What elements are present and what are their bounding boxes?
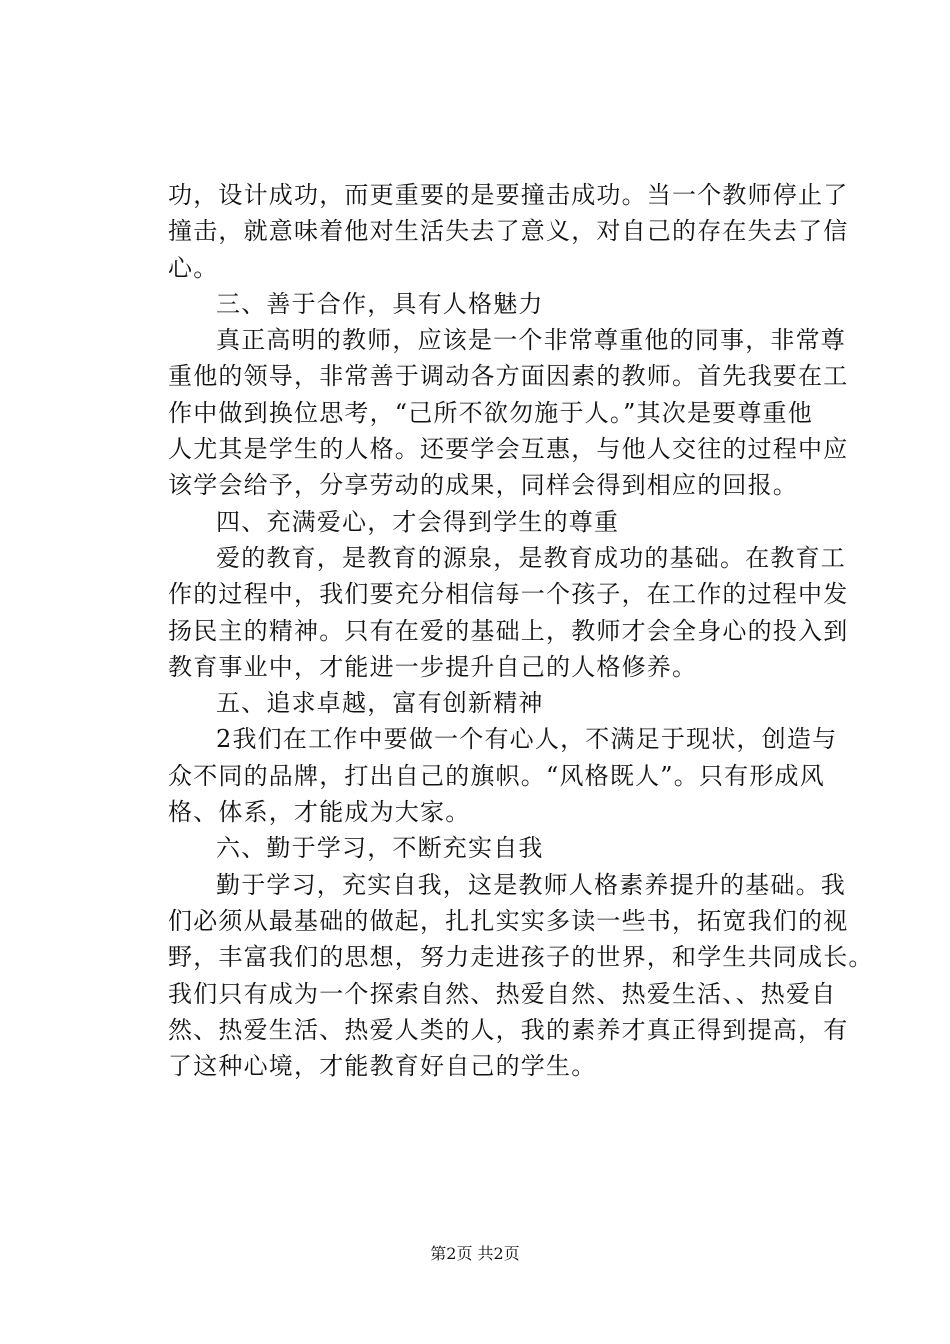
text-line: 该学会给予，分享劳动的成果，同样会得到相应的回报。 [168,471,798,500]
text-line: 撞击，就意味着他对生活失去了意义，对自己的存在失去了信 [168,217,849,246]
text-line: 作的过程中，我们要充分相信每一个孩子，在工作的过程中发 [168,580,849,609]
text-line: 重他的领导，非常善于调动各方面因素的教师。首先我要在工 [168,362,849,391]
section-heading: 四、充满爱心，才会得到学生的尊重 [216,507,620,536]
text-line: 勤于学习，充实自我，这是教师人格素养提升的基础。我 [216,870,846,899]
section-heading: 五、追求卓越，富有创新精神 [216,689,544,718]
text-line: 扬民主的精神。只有在爱的基础上，教师才会全身心的投入到 [168,616,849,645]
text-line: 然、热爱生活、热爱人类的人，我的素养才真正得到提高，有 [168,1015,849,1044]
section-heading: 六、勤于学习，不断充实自我 [216,834,544,863]
text-line: 2我们在工作中要做一个有心人，不满足于现状，创造与 [216,725,838,754]
page-number-footer: 第2页 共2页 [430,1244,520,1263]
text-line: 众不同的品牌，打出自己的旗帜。“风格既人”。只有形成风 [168,761,825,790]
text-line: 了这种心境，才能教育好自己的学生。 [168,1052,597,1081]
text-line: 人尤其是学生的人格。还要学会互惠，与他人交往的过程中应 [168,435,849,464]
text-line: 格、体系，才能成为大家。 [168,798,471,827]
text-line: 野，丰富我们的思想，努力走进孩子的世界，和学生共同成长。 [168,943,874,972]
text-line: 功，设计成功，而更重要的是要撞击成功。当一个教师停止了 [168,181,849,209]
text-line: 教育事业中，才能进一步提升自己的人格修养。 [168,652,698,681]
text-line: 心。 [168,253,219,282]
document-body [168,177,874,1084]
text-line: 真正高明的教师，应该是一个非常尊重他的同事，非常尊 [216,326,846,355]
text-line: 我们只有成为一个探索自然、热爱自然、热爱生活、、热爱自 [168,979,837,1008]
text-line: 们必须从最基础的做起，扎扎实实多读一些书，拓宽我们的视 [168,906,849,935]
section-heading: 三、善于合作，具有人格魅力 [216,289,544,318]
text-line: 爱的教育，是教育的源泉，是教育成功的基础。在教育工 [216,543,846,572]
text-line: 作中做到换位思考，“己所不欲勿施于人。”其次是要尊重他 [168,398,813,427]
